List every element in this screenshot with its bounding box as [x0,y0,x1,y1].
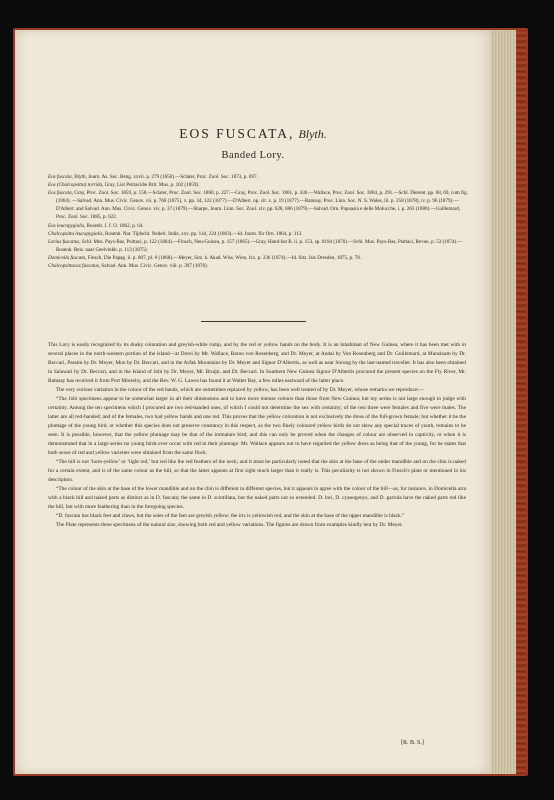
species-name: EOS FUSCATA, [179,126,295,141]
synonym-ref: Gray, Proc. Zool. Soc. 1859, p. 158.—Sclater, Proc. Zool. Soc. 1860, p. 227.—Gray, Proc. Zool. Soc. 1861, p. 436.—Wallace, Proc. Zool. Soc. 1864, p. 291.—Schl. Dierent. pp. 68, 69, cum fig. (1864). —Salvad. Ann. Mus. Civic. Genov. vii. p. 760 (1875), x. pp. 34, 122 (1877).—D'Albert. op. cit. x. p. 19 (1877).—Ramsay, Proc. Linn. Soc. N. S. Wales, iii. p. 258 (1878), iv. p. 96 (1879).—D'Albert. and Salvad. Ann. Mus. Civic. Genov. xiv. p. 37 (1879).—Sharpe, Journ. Linn. Soc. Zool. xiv. pp. 628, 686 (1879).—Salvad. Orn. Papuasia e delle Molucche, i. p. 263 (1880).—Guillemard, Proc. Zool. Soc. 1885, p. 622. [56,190,468,221]
body-text [48,341,466,530]
body-paragraph: The very curious variation in the colour of the red bands, which are sometimes replaced by yellow, has been well treated of by Dr. Meyer, whose remarks we reproduce:— [56,387,425,393]
species-author: Blyth. [298,127,327,141]
synonym-ref: Finsch, Die Papag. ii. p. 807, pl. 6 (1868).—Meyer, Sitz. k. Akad. Wiss. Wien, lxx. p. 236 (1874).—Id. Sitz. Isis Dresden, 1875, p. 78. [87,254,362,261]
synonym-name: Eos fuscata, [48,190,73,197]
synonym-ref: Schl. Mus. Pays-Bas, Psittaci, p. 122 (1864).—Finsch, Neu-Guinea, p. 157 (1865).—Gray, Hand-list B. ii. p. 153, sp. 8194 (1870).—Schl. Mus. Pays-Bas, Psittaci, Revue, p. 53 (1874).—Rosenb. Reis. naar Geelvinkb. p. 113 (1875). [56,238,463,253]
synonym-name: Chalcopsittacus fuscatus, [48,263,101,270]
body-paragraph: The Plate represents three specimens of the natural size, showing both red and yellow variations. The figures are drawn from examples kindly lent by Dr. Meyer. [56,522,403,528]
synonym-name: Lorius fuscatus, [48,238,81,245]
synonym-ref: Rosenb. Nat. Tijdschr. Nederl. Indie, xxv. pp. 144, 224 (1863).—Id. Journ. für Orn. 1864, p. 113. [105,230,303,237]
synonym-entry [48,189,468,221]
synonym-entry [48,238,468,254]
synonym-name: Eos fuscata, [48,174,73,180]
body-paragraph: “The bill is not ‘horn-yellow’ or ‘light red,’ but red like the red feathers of the neck; and it must be particularly noted that the skin at the base of the under mandible and on the chin is naked for a certain extent, and is of the same colour as the bill, so that the latter appears at first sight much larger than it really is. This peculiarity is not shown in Finsch's plate or mentioned in his description. [48,459,466,483]
synonym-name: Eos leucopygialis, [48,222,86,229]
body-paragraph: This Lory is easily recognized by its dusky coloration and greyish-white rump, and by the red or yellow bands on the body. It is an inhabitant of New Guinea, where it has been met with in several places in the north-western portion of the island—at Dorei by Mr. Wallace, Baron von Rosenberg, and Dr. Meyer, at Andai by Von Rosenberg and Dr. Guillemard, at Mansinam by Dr. Beccari, Passim by Dr. Meyer, Mon by Dr. Beccari, and in the Arfak Mountains by Dr. Meyer and Signor D'Albertis, as well as near Sorong by the last-named traveller. It has also been obtained in Salawati by Dr. Beccari, and in the Island of Jobi by Dr. Meyer, Mr. Bruijn, and Dr. Beccari. In Southern New Guinea Signor D'Albertis procured the present species on the Fly River, Mr. Ramsay has received it from Port Moresby, and the Rev. W. G. Lawes has found it at Walter Bay, a few miles eastward of the latter place. [48,342,466,384]
page-edges [491,30,516,774]
synonym-name: Domicella fuscata, [48,254,87,261]
synonym-entry [48,181,468,189]
body-paragraph: “The colour of the skin at the base of the lower mandible and on the chin is different in different species, but it appears to agree with the colour of the bill—as, for instance, in Domicella atra with a black bill and naked parts as distinct as in D. fuscata; the same in D. scintillata, but the naked parts not so extended. D. lori, D. cyanogenys, and D. garrula have the naked parts red like the bill, but with more feathering than in the foregoing species. [48,486,466,510]
section-divider [201,321,306,322]
body-paragraph: “The Jobi specimens appear to be somewhat larger in all their dimensions and to have more intense colours than those from New Guinea; but my series is not large enough to judge with certainty. Among the ten specimens which I procured are two red-banded ones, of which I could not determine the sex with certainty; of the rest three were females and five were males. The latter are all red-banded; and of the females, two had yellow bands and one red. This proves that the yellow coloration is not exclusively the dress of the full-grown female; but whether it be the plumage of the young bird, or whether this species does not preserve constancy in this respect, as the two finely coloured yellow birds do not show any special traces of youth, remains to be seen. It is possible, however, that the yellow plumage may be that of the immature bird; and this can only be proved when the changes of colour are observed in captivity, or when it is demonstrated that in a large series no young birds ever occur with red in their plumage. Mr. Wallace appears not to have regarded the yellow dress as being that of the young, for he states that both sexes of red and yellow varieties were obtained from the same flock. [48,396,466,456]
common-name: Banded Lory. [221,150,285,161]
synonymy-list [48,173,468,270]
synonym-ref: Blyth, Journ. As. Soc. Beng. xxvii. p. 279 (1858).—Sclater, Proc. Zool. Soc. 1873, p. 697. [74,174,258,180]
body-paragraph: “D. fuscata has black feet and claws, but the soles of the feet are greyish yellow; the iris is yellowish red, and the skin at the base of the upper mandible is black.” [56,513,405,519]
synonym-entry [48,222,468,230]
synonym-ref: Salvad. Ann. Mus. Civic. Genov. viii. p. 397 (1876). [101,263,208,270]
synonym-ref: Rosenb. J. f. O. 1862, p. 64. [86,222,144,229]
synonym-ref: Gray, List Psittacidæ Brit. Mus. p. 102 (1859). [104,182,200,189]
species-title [15,126,491,142]
cover-edge [516,30,526,774]
book-page [15,30,491,774]
synonym-name: Eos (Chalcopsitta) torrida, [48,182,104,189]
synonym-entry [48,254,468,262]
synonym-entry [48,173,468,181]
synonym-entry [48,230,468,238]
synonym-entry [48,262,468,270]
author-initials: [R. B. S.] [401,740,424,746]
synonym-name: Chalcopsitta leucopygialis, [48,230,104,237]
